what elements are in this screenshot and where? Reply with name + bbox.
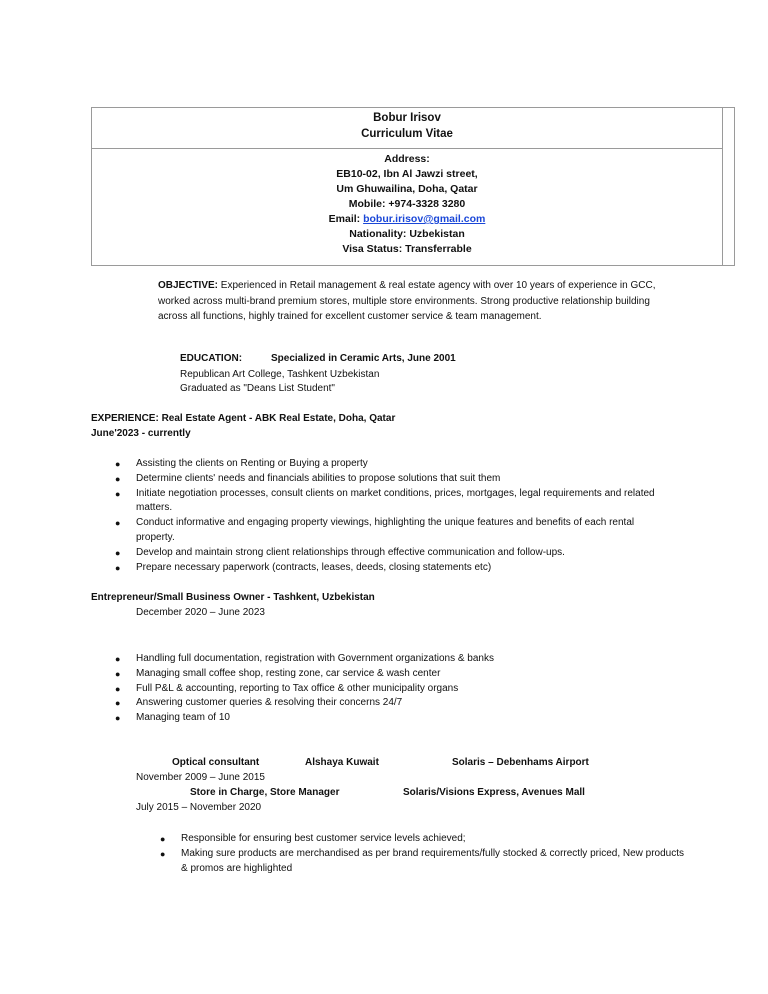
email-row <box>92 213 722 225</box>
header-table <box>91 107 735 266</box>
experience-3-company-1: Alshaya Kuwait <box>305 757 379 768</box>
bullet-icon: ● <box>115 683 121 694</box>
bullet-icon: ● <box>115 698 121 709</box>
experience-3-role-2: Store in Charge, Store Manager <box>190 787 340 798</box>
list-item: ● Conduct informative and engaging property viewings, highlighting the unique features and benefits of each rental property. <box>115 517 635 543</box>
visa-status: Visa Status: Transferrable <box>342 243 472 255</box>
experience-3-period-1: November 2009 – June 2015 <box>136 772 265 783</box>
list-item: ● Handling full documentation, registration with Government organizations & banks <box>115 652 675 667</box>
nationality: Nationality: Uzbekistan <box>349 228 465 240</box>
bullet-icon: ● <box>115 562 121 573</box>
experience-1-period: June'2023 - currently <box>91 428 191 439</box>
address-line-1: EB10-02, Ibn Al Jawzi street, <box>336 168 478 180</box>
objective-text: Experienced in Retail management & real estate agency with over 10 years of experience in GCC, worked across multi-brand premium stores, multiple store environments. Strong productive relationship building across all functions, highly trained for excellent customer service & team management. <box>158 280 656 322</box>
list-item: ● Assisting the clients on Renting or Buying a property <box>115 457 675 472</box>
candidate-name: Bobur Irisov <box>373 112 441 124</box>
bullet-icon: ● <box>115 547 121 558</box>
experience-1-heading: EXPERIENCE: Real Estate Agent - ABK Real Estate, Doha, Qatar <box>91 413 396 424</box>
objective-label: OBJECTIVE: <box>158 280 219 291</box>
list-item: ● Responsible for ensuring best customer service levels achieved; <box>160 832 690 847</box>
objective-section <box>158 278 678 325</box>
bullet-icon: ● <box>115 473 121 484</box>
list-item: ● Making sure products are merchandised as per brand requirements/fully stocked & correctly priced, New products & promos are highlighted <box>160 847 685 874</box>
bullet-icon: ● <box>115 488 121 499</box>
experience-2-heading: Entrepreneur/Small Business Owner - Tashkent, Uzbekistan <box>91 592 375 603</box>
list-item: ● Managing team of 10 <box>115 711 675 726</box>
bullet-icon: ● <box>160 848 166 859</box>
email-link[interactable]: bobur.irisov@gmail.com <box>363 213 486 225</box>
experience-3-location-2: Solaris/Visions Express, Avenues Mall <box>403 787 585 798</box>
bullet-icon: ● <box>160 834 166 844</box>
education-degree: Specialized in Ceramic Arts, June 2001 <box>271 353 456 364</box>
list-item: ● Managing small coffee shop, resting zone, car service & wash center <box>115 667 675 682</box>
bullet-icon: ● <box>115 668 121 679</box>
document-title: Curriculum Vitae <box>361 128 453 140</box>
education-school: Republican Art College, Tashkent Uzbekistan <box>180 369 380 380</box>
list-item: ● Answering customer queries & resolving their concerns 24/7 <box>115 696 675 711</box>
address-label: Address: <box>384 153 430 165</box>
address-line-2: Um Ghuwailina, Doha, Qatar <box>336 183 478 195</box>
header-side-divider <box>722 108 723 265</box>
experience-3-location-1: Solaris – Debenhams Airport <box>452 757 589 768</box>
experience-3-period-2: July 2015 – November 2020 <box>136 802 262 813</box>
education-honor: Graduated as "Deans List Student" <box>180 383 335 394</box>
list-item: ● Determine clients' needs and financials abilities to propose solutions that suit them <box>115 472 675 487</box>
experience-3-bullets <box>160 832 690 876</box>
email-label: Email: <box>328 213 364 225</box>
experience-2-bullets <box>115 652 675 726</box>
bullet-icon: ● <box>115 459 121 469</box>
list-item: ● Prepare necessary paperwork (contracts, leases, deeds, closing statements etc) <box>115 561 675 576</box>
experience-2-period: December 2020 – June 2023 <box>136 607 265 618</box>
bullet-icon: ● <box>115 654 121 664</box>
list-item: ● Develop and maintain strong client relationships through effective communication and follow-ups. <box>115 546 675 561</box>
bullet-icon: ● <box>115 713 121 724</box>
mobile-number: Mobile: +974-3328 3280 <box>348 198 466 210</box>
bullet-icon: ● <box>115 518 121 529</box>
list-item: ● Initiate negotiation processes, consult clients on market conditions, prices, mortgages, legal requirements and related matters. <box>115 487 655 514</box>
list-item: ● Full P&L & accounting, reporting to Tax office & other municipality organs <box>115 682 675 697</box>
experience-3-role-1: Optical consultant <box>172 757 260 768</box>
education-label: EDUCATION: <box>180 353 243 364</box>
experience-1-bullets <box>115 457 675 575</box>
